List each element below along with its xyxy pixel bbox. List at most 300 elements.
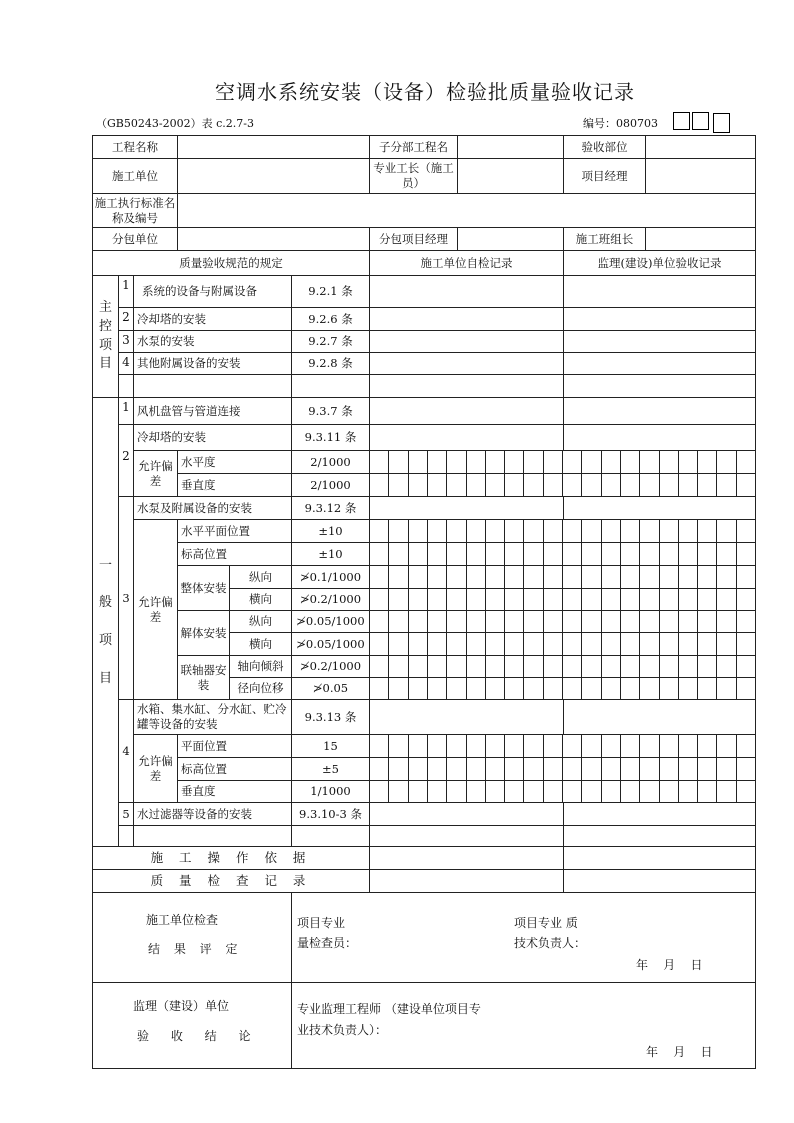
self-check-grid-cell[interactable] xyxy=(466,734,486,758)
self-check-grid-cell[interactable] xyxy=(485,473,505,497)
self-check-grid-cell[interactable] xyxy=(427,565,447,589)
self-check-grid-cell[interactable] xyxy=(485,542,505,566)
supervisor-record[interactable] xyxy=(563,699,756,735)
supervisor-grid-cell[interactable] xyxy=(716,780,737,803)
supervisor-grid-cell[interactable] xyxy=(716,542,737,566)
self-check-grid-cell[interactable] xyxy=(388,565,409,589)
self-check-grid-cell[interactable] xyxy=(543,632,563,656)
supervisor-grid-cell[interactable] xyxy=(639,757,660,781)
supervisor-grid-cell[interactable] xyxy=(581,780,602,803)
self-check-record[interactable] xyxy=(369,352,564,375)
supervisor-grid-cell[interactable] xyxy=(601,632,621,656)
self-check-grid-cell[interactable] xyxy=(427,473,447,497)
supervisor-grid-cell[interactable] xyxy=(620,588,640,611)
sub-project-field[interactable] xyxy=(457,135,564,159)
self-check-grid-cell[interactable] xyxy=(523,632,544,656)
supervisor-grid-cell[interactable] xyxy=(581,542,602,566)
supervisor-grid-cell[interactable] xyxy=(562,588,582,611)
self-check-grid-cell[interactable] xyxy=(466,542,486,566)
supervisor-grid-cell[interactable] xyxy=(601,542,621,566)
self-check-grid-cell[interactable] xyxy=(408,565,428,589)
self-check-record[interactable] xyxy=(369,802,564,826)
self-check-grid-cell[interactable] xyxy=(466,780,486,803)
supervisor-grid-cell[interactable] xyxy=(678,610,698,633)
supervisor-record[interactable] xyxy=(563,352,756,375)
supervisor-grid-cell[interactable] xyxy=(562,677,582,700)
self-check-grid-cell[interactable] xyxy=(427,519,447,543)
supervisor-grid-cell[interactable] xyxy=(581,565,602,589)
supervisor-record[interactable] xyxy=(563,496,756,520)
self-check-grid-cell[interactable] xyxy=(388,473,409,497)
supervisor-record[interactable] xyxy=(563,330,756,353)
construction-unit-field[interactable] xyxy=(177,158,370,194)
supervisor-grid-cell[interactable] xyxy=(659,655,679,678)
supervisor-grid-cell[interactable] xyxy=(620,473,640,497)
self-check-grid-cell[interactable] xyxy=(523,542,544,566)
supervisor-grid-cell[interactable] xyxy=(581,677,602,700)
self-check-grid-cell[interactable] xyxy=(388,542,409,566)
supervisor-grid-cell[interactable] xyxy=(736,757,756,781)
supervisor-grid-cell[interactable] xyxy=(620,780,640,803)
self-check-grid-cell[interactable] xyxy=(388,519,409,543)
self-check-grid-cell[interactable] xyxy=(446,734,467,758)
supervisor-record[interactable] xyxy=(563,825,756,847)
self-check-grid-cell[interactable] xyxy=(543,780,563,803)
self-check-grid-cell[interactable] xyxy=(485,610,505,633)
supervisor-grid-cell[interactable] xyxy=(659,588,679,611)
self-check-grid-cell[interactable] xyxy=(408,588,428,611)
coupling-install-label: 联轴器安装 xyxy=(177,655,230,700)
supervisor-grid-cell[interactable] xyxy=(736,588,756,611)
self-check-grid-cell[interactable] xyxy=(543,677,563,700)
self-check-record[interactable] xyxy=(369,374,564,398)
self-check-grid-cell[interactable] xyxy=(543,450,563,474)
supervisor-grid-cell[interactable] xyxy=(620,610,640,633)
supervisor-grid-cell[interactable] xyxy=(678,542,698,566)
self-check-grid-cell[interactable] xyxy=(466,450,486,474)
supervisor-grid-cell[interactable] xyxy=(601,588,621,611)
operation-basis-field[interactable] xyxy=(563,846,756,870)
supervisor-grid-cell[interactable] xyxy=(639,519,660,543)
supervisor-grid-cell[interactable] xyxy=(620,655,640,678)
self-check-grid-cell[interactable] xyxy=(446,473,467,497)
self-check-grid-cell[interactable] xyxy=(466,655,486,678)
self-check-grid-cell[interactable] xyxy=(466,565,486,589)
self-check-grid-cell[interactable] xyxy=(523,588,544,611)
self-check-record[interactable] xyxy=(369,699,564,735)
supervisor-grid-cell[interactable] xyxy=(639,588,660,611)
self-check-grid-cell[interactable] xyxy=(427,757,447,781)
self-check-grid-cell[interactable] xyxy=(408,450,428,474)
self-check-grid-cell[interactable] xyxy=(388,450,409,474)
number-box-3[interactable] xyxy=(713,113,730,133)
self-check-grid-cell[interactable] xyxy=(466,473,486,497)
self-check-grid-cell[interactable] xyxy=(408,780,428,803)
self-check-grid-cell[interactable] xyxy=(369,542,389,566)
self-check-grid-cell[interactable] xyxy=(408,473,428,497)
self-check-grid-cell[interactable] xyxy=(504,734,524,758)
self-check-grid-cell[interactable] xyxy=(408,542,428,566)
supervisor-grid-cell[interactable] xyxy=(581,655,602,678)
self-check-grid-cell[interactable] xyxy=(446,588,467,611)
supervisor-grid-cell[interactable] xyxy=(601,610,621,633)
self-check-grid-cell[interactable] xyxy=(485,519,505,543)
supervisor-grid-cell[interactable] xyxy=(697,588,717,611)
supervisor-grid-cell[interactable] xyxy=(736,780,756,803)
self-check-grid-cell[interactable] xyxy=(466,588,486,611)
supervisor-record[interactable] xyxy=(563,802,756,826)
self-check-grid-cell[interactable] xyxy=(369,677,389,700)
project-manager-field[interactable] xyxy=(645,158,756,194)
supervisor-grid-cell[interactable] xyxy=(716,734,737,758)
self-check-record[interactable] xyxy=(369,275,564,308)
self-check-grid-cell[interactable] xyxy=(446,757,467,781)
self-check-grid-cell[interactable] xyxy=(523,780,544,803)
self-check-grid-cell[interactable] xyxy=(485,588,505,611)
self-check-grid-cell[interactable] xyxy=(504,565,524,589)
supervisor-grid-cell[interactable] xyxy=(659,473,679,497)
supervisor-grid-cell[interactable] xyxy=(736,519,756,543)
self-check-record[interactable] xyxy=(369,330,564,353)
self-check-grid-cell[interactable] xyxy=(543,588,563,611)
supervisor-grid-cell[interactable] xyxy=(601,734,621,758)
supervisor-grid-cell[interactable] xyxy=(697,473,717,497)
supervisor-grid-cell[interactable] xyxy=(639,734,660,758)
supervisor-grid-cell[interactable] xyxy=(601,757,621,781)
team-leader-field[interactable] xyxy=(645,227,756,251)
self-check-grid-cell[interactable] xyxy=(388,734,409,758)
self-check-grid-cell[interactable] xyxy=(504,542,524,566)
supervisor-grid-cell[interactable] xyxy=(697,757,717,781)
self-check-grid-cell[interactable] xyxy=(485,632,505,656)
supervisor-grid-cell[interactable] xyxy=(659,519,679,543)
supervisor-grid-cell[interactable] xyxy=(639,677,660,700)
supervisor-grid-cell[interactable] xyxy=(601,655,621,678)
supervisor-grid-cell[interactable] xyxy=(678,565,698,589)
project-name-field[interactable] xyxy=(177,135,370,159)
self-check-grid-cell[interactable] xyxy=(369,519,389,543)
self-check-grid-cell[interactable] xyxy=(446,519,467,543)
self-check-grid-cell[interactable] xyxy=(485,655,505,678)
supervisor-grid-cell[interactable] xyxy=(562,610,582,633)
supervisor-grid-cell[interactable] xyxy=(716,450,737,474)
self-check-grid-cell[interactable] xyxy=(523,450,544,474)
self-check-grid-cell[interactable] xyxy=(446,565,467,589)
self-check-grid-cell[interactable] xyxy=(523,734,544,758)
self-check-grid-cell[interactable] xyxy=(408,610,428,633)
supervisor-grid-cell[interactable] xyxy=(639,565,660,589)
self-check-grid-cell[interactable] xyxy=(369,565,389,589)
supervisor-grid-cell[interactable] xyxy=(601,450,621,474)
supervisor-grid-cell[interactable] xyxy=(736,610,756,633)
self-check-grid-cell[interactable] xyxy=(408,757,428,781)
self-check-grid-cell[interactable] xyxy=(485,734,505,758)
self-check-grid-cell[interactable] xyxy=(408,734,428,758)
self-check-grid-cell[interactable] xyxy=(543,519,563,543)
self-check-grid-cell[interactable] xyxy=(446,610,467,633)
self-check-grid-cell[interactable] xyxy=(427,450,447,474)
self-check-grid-cell[interactable] xyxy=(388,588,409,611)
self-check-grid-cell[interactable] xyxy=(369,450,389,474)
supervisor-record[interactable] xyxy=(563,275,756,308)
supervisor-grid-cell[interactable] xyxy=(697,542,717,566)
self-check-grid-cell[interactable] xyxy=(543,655,563,678)
supervisor-record[interactable] xyxy=(563,374,756,398)
self-check-grid-cell[interactable] xyxy=(369,757,389,781)
supervisor-grid-cell[interactable] xyxy=(581,588,602,611)
self-check-grid-cell[interactable] xyxy=(543,565,563,589)
self-check-grid-cell[interactable] xyxy=(466,632,486,656)
supervisor-grid-cell[interactable] xyxy=(716,757,737,781)
self-check-grid-cell[interactable] xyxy=(369,655,389,678)
supervisor-grid-cell[interactable] xyxy=(736,473,756,497)
supervisor-grid-cell[interactable] xyxy=(678,655,698,678)
supervisor-grid-cell[interactable] xyxy=(716,677,737,700)
supervisor-grid-cell[interactable] xyxy=(716,473,737,497)
sub-manager-field[interactable] xyxy=(457,227,564,251)
supervisor-grid-cell[interactable] xyxy=(639,632,660,656)
number-box-2[interactable] xyxy=(692,112,709,130)
supervisor-grid-cell[interactable] xyxy=(620,734,640,758)
supervisor-grid-cell[interactable] xyxy=(562,542,582,566)
self-check-grid-cell[interactable] xyxy=(485,450,505,474)
supervisor-grid-cell[interactable] xyxy=(697,632,717,656)
supervisor-grid-cell[interactable] xyxy=(716,632,737,656)
supervisor-grid-cell[interactable] xyxy=(678,677,698,700)
subcontractor-field[interactable] xyxy=(177,227,370,251)
acceptance-part-field[interactable] xyxy=(645,135,756,159)
self-check-grid-cell[interactable] xyxy=(369,473,389,497)
supervisor-grid-cell[interactable] xyxy=(697,734,717,758)
self-check-grid-cell[interactable] xyxy=(543,473,563,497)
self-check-grid-cell[interactable] xyxy=(388,677,409,700)
self-check-grid-cell[interactable] xyxy=(523,655,544,678)
self-check-grid-cell[interactable] xyxy=(466,519,486,543)
supervisor-record[interactable] xyxy=(563,424,756,451)
self-check-grid-cell[interactable] xyxy=(388,655,409,678)
self-check-grid-cell[interactable] xyxy=(543,610,563,633)
supervisor-grid-cell[interactable] xyxy=(620,677,640,700)
self-check-grid-cell[interactable] xyxy=(446,450,467,474)
self-check-grid-cell[interactable] xyxy=(427,632,447,656)
self-check-grid-cell[interactable] xyxy=(388,632,409,656)
self-check-grid-cell[interactable] xyxy=(523,565,544,589)
supervisor-grid-cell[interactable] xyxy=(716,610,737,633)
self-check-grid-cell[interactable] xyxy=(446,677,467,700)
self-check-record[interactable] xyxy=(369,825,564,847)
supervisor-grid-cell[interactable] xyxy=(601,473,621,497)
supervisor-grid-cell[interactable] xyxy=(639,542,660,566)
self-check-grid-cell[interactable] xyxy=(427,588,447,611)
standard-field[interactable] xyxy=(177,193,756,228)
supervisor-grid-cell[interactable] xyxy=(639,473,660,497)
self-check-grid-cell[interactable] xyxy=(466,677,486,700)
supervisor-grid-cell[interactable] xyxy=(678,588,698,611)
self-check-record[interactable] xyxy=(369,424,564,451)
self-check-grid-cell[interactable] xyxy=(388,610,409,633)
supervisor-grid-cell[interactable] xyxy=(601,565,621,589)
supervisor-grid-cell[interactable] xyxy=(562,519,582,543)
self-check-grid-cell[interactable] xyxy=(408,632,428,656)
self-check-grid-cell[interactable] xyxy=(466,757,486,781)
supervisor-grid-cell[interactable] xyxy=(736,632,756,656)
supervisor-grid-cell[interactable] xyxy=(639,450,660,474)
self-check-grid-cell[interactable] xyxy=(446,655,467,678)
self-check-grid-cell[interactable] xyxy=(504,473,524,497)
self-check-grid-cell[interactable] xyxy=(504,450,524,474)
supervisor-record[interactable] xyxy=(563,397,756,425)
self-check-grid-cell[interactable] xyxy=(504,780,524,803)
self-check-grid-cell[interactable] xyxy=(523,677,544,700)
self-check-grid-cell[interactable] xyxy=(485,677,505,700)
self-check-grid-cell[interactable] xyxy=(408,519,428,543)
supervisor-grid-cell[interactable] xyxy=(716,588,737,611)
supervisor-grid-cell[interactable] xyxy=(639,780,660,803)
supervisor-grid-cell[interactable] xyxy=(620,519,640,543)
supervisor-grid-cell[interactable] xyxy=(581,519,602,543)
supervisor-grid-cell[interactable] xyxy=(562,655,582,678)
supervisor-grid-cell[interactable] xyxy=(697,677,717,700)
number-box-1[interactable] xyxy=(673,112,690,130)
self-check-record[interactable] xyxy=(369,496,564,520)
supervisor-grid-cell[interactable] xyxy=(678,450,698,474)
self-check-grid-cell[interactable] xyxy=(427,677,447,700)
self-check-grid-cell[interactable] xyxy=(523,519,544,543)
self-check-grid-cell[interactable] xyxy=(446,542,467,566)
supervisor-grid-cell[interactable] xyxy=(620,632,640,656)
supervisor-grid-cell[interactable] xyxy=(581,610,602,633)
operation-basis-field[interactable] xyxy=(369,846,564,870)
self-check-grid-cell[interactable] xyxy=(543,734,563,758)
supervisor-grid-cell[interactable] xyxy=(562,734,582,758)
supervisor-grid-cell[interactable] xyxy=(562,632,582,656)
supervisor-grid-cell[interactable] xyxy=(736,655,756,678)
self-check-grid-cell[interactable] xyxy=(388,757,409,781)
supervisor-grid-cell[interactable] xyxy=(581,450,602,474)
self-check-grid-cell[interactable] xyxy=(504,757,524,781)
self-check-grid-cell[interactable] xyxy=(504,610,524,633)
supervisor-grid-cell[interactable] xyxy=(678,473,698,497)
supervisor-grid-cell[interactable] xyxy=(716,519,737,543)
self-check-grid-cell[interactable] xyxy=(485,780,505,803)
supervisor-grid-cell[interactable] xyxy=(601,780,621,803)
self-check-grid-cell[interactable] xyxy=(543,757,563,781)
supervisor-grid-cell[interactable] xyxy=(562,565,582,589)
self-check-grid-cell[interactable] xyxy=(427,610,447,633)
supervisor-grid-cell[interactable] xyxy=(659,610,679,633)
supervisor-grid-cell[interactable] xyxy=(697,450,717,474)
self-check-grid-cell[interactable] xyxy=(446,780,467,803)
supervisor-grid-cell[interactable] xyxy=(736,734,756,758)
self-check-record[interactable] xyxy=(369,397,564,425)
supervisor-grid-cell[interactable] xyxy=(716,565,737,589)
self-check-grid-cell[interactable] xyxy=(427,780,447,803)
supervisor-grid-cell[interactable] xyxy=(601,519,621,543)
self-check-grid-cell[interactable] xyxy=(504,519,524,543)
supervisor-grid-cell[interactable] xyxy=(620,757,640,781)
supervisor-grid-cell[interactable] xyxy=(736,565,756,589)
self-check-grid-cell[interactable] xyxy=(446,632,467,656)
supervisor-grid-cell[interactable] xyxy=(659,632,679,656)
foreman-field[interactable] xyxy=(457,158,564,194)
supervisor-record[interactable] xyxy=(563,307,756,331)
self-check-grid-cell[interactable] xyxy=(543,542,563,566)
supervisor-grid-cell[interactable] xyxy=(678,780,698,803)
self-check-grid-cell[interactable] xyxy=(369,780,389,803)
supervisor-grid-cell[interactable] xyxy=(697,780,717,803)
self-check-grid-cell[interactable] xyxy=(504,677,524,700)
supervisor-grid-cell[interactable] xyxy=(659,734,679,758)
self-check-grid-cell[interactable] xyxy=(485,757,505,781)
supervisor-grid-cell[interactable] xyxy=(678,734,698,758)
supervisor-grid-cell[interactable] xyxy=(659,677,679,700)
supervisor-grid-cell[interactable] xyxy=(678,632,698,656)
supervisor-grid-cell[interactable] xyxy=(581,473,602,497)
supervisor-grid-cell[interactable] xyxy=(697,519,717,543)
self-check-grid-cell[interactable] xyxy=(523,610,544,633)
self-check-grid-cell[interactable] xyxy=(369,588,389,611)
self-check-grid-cell[interactable] xyxy=(369,632,389,656)
supervisor-grid-cell[interactable] xyxy=(659,780,679,803)
quality-record-field[interactable] xyxy=(563,869,756,893)
supervisor-grid-cell[interactable] xyxy=(697,655,717,678)
self-check-grid-cell[interactable] xyxy=(427,542,447,566)
supervisor-grid-cell[interactable] xyxy=(620,565,640,589)
supervisor-grid-cell[interactable] xyxy=(659,757,679,781)
self-check-record[interactable] xyxy=(369,307,564,331)
self-check-grid-cell[interactable] xyxy=(485,565,505,589)
self-check-grid-cell[interactable] xyxy=(427,734,447,758)
supervisor-grid-cell[interactable] xyxy=(601,677,621,700)
supervisor-grid-cell[interactable] xyxy=(736,677,756,700)
self-check-grid-cell[interactable] xyxy=(466,610,486,633)
supervisor-grid-cell[interactable] xyxy=(581,757,602,781)
supervisor-grid-cell[interactable] xyxy=(639,655,660,678)
supervisor-grid-cell[interactable] xyxy=(562,780,582,803)
supervisor-grid-cell[interactable] xyxy=(659,565,679,589)
supervisor-grid-cell[interactable] xyxy=(716,655,737,678)
supervisor-grid-cell[interactable] xyxy=(562,450,582,474)
supervisor-grid-cell[interactable] xyxy=(736,542,756,566)
supervisor-grid-cell[interactable] xyxy=(678,519,698,543)
self-check-grid-cell[interactable] xyxy=(504,588,524,611)
self-check-grid-cell[interactable] xyxy=(408,677,428,700)
supervisor-grid-cell[interactable] xyxy=(678,757,698,781)
quality-record-field[interactable] xyxy=(369,869,564,893)
supervisor-grid-cell[interactable] xyxy=(697,610,717,633)
supervisor-grid-cell[interactable] xyxy=(562,757,582,781)
supervisor-grid-cell[interactable] xyxy=(620,450,640,474)
self-check-grid-cell[interactable] xyxy=(408,655,428,678)
self-check-grid-cell[interactable] xyxy=(388,780,409,803)
self-check-grid-cell[interactable] xyxy=(523,757,544,781)
supervisor-grid-cell[interactable] xyxy=(581,632,602,656)
supervisor-grid-cell[interactable] xyxy=(659,542,679,566)
supervisor-grid-cell[interactable] xyxy=(562,473,582,497)
supervisor-grid-cell[interactable] xyxy=(697,565,717,589)
supervisor-grid-cell[interactable] xyxy=(620,542,640,566)
self-check-grid-cell[interactable] xyxy=(369,610,389,633)
supervisor-grid-cell[interactable] xyxy=(639,610,660,633)
supervisor-grid-cell[interactable] xyxy=(581,734,602,758)
self-check-grid-cell[interactable] xyxy=(427,655,447,678)
supervisor-grid-cell[interactable] xyxy=(659,450,679,474)
self-check-grid-cell[interactable] xyxy=(504,632,524,656)
self-check-grid-cell[interactable] xyxy=(369,734,389,758)
self-check-grid-cell[interactable] xyxy=(504,655,524,678)
self-check-grid-cell[interactable] xyxy=(523,473,544,497)
supervisor-grid-cell[interactable] xyxy=(736,450,756,474)
